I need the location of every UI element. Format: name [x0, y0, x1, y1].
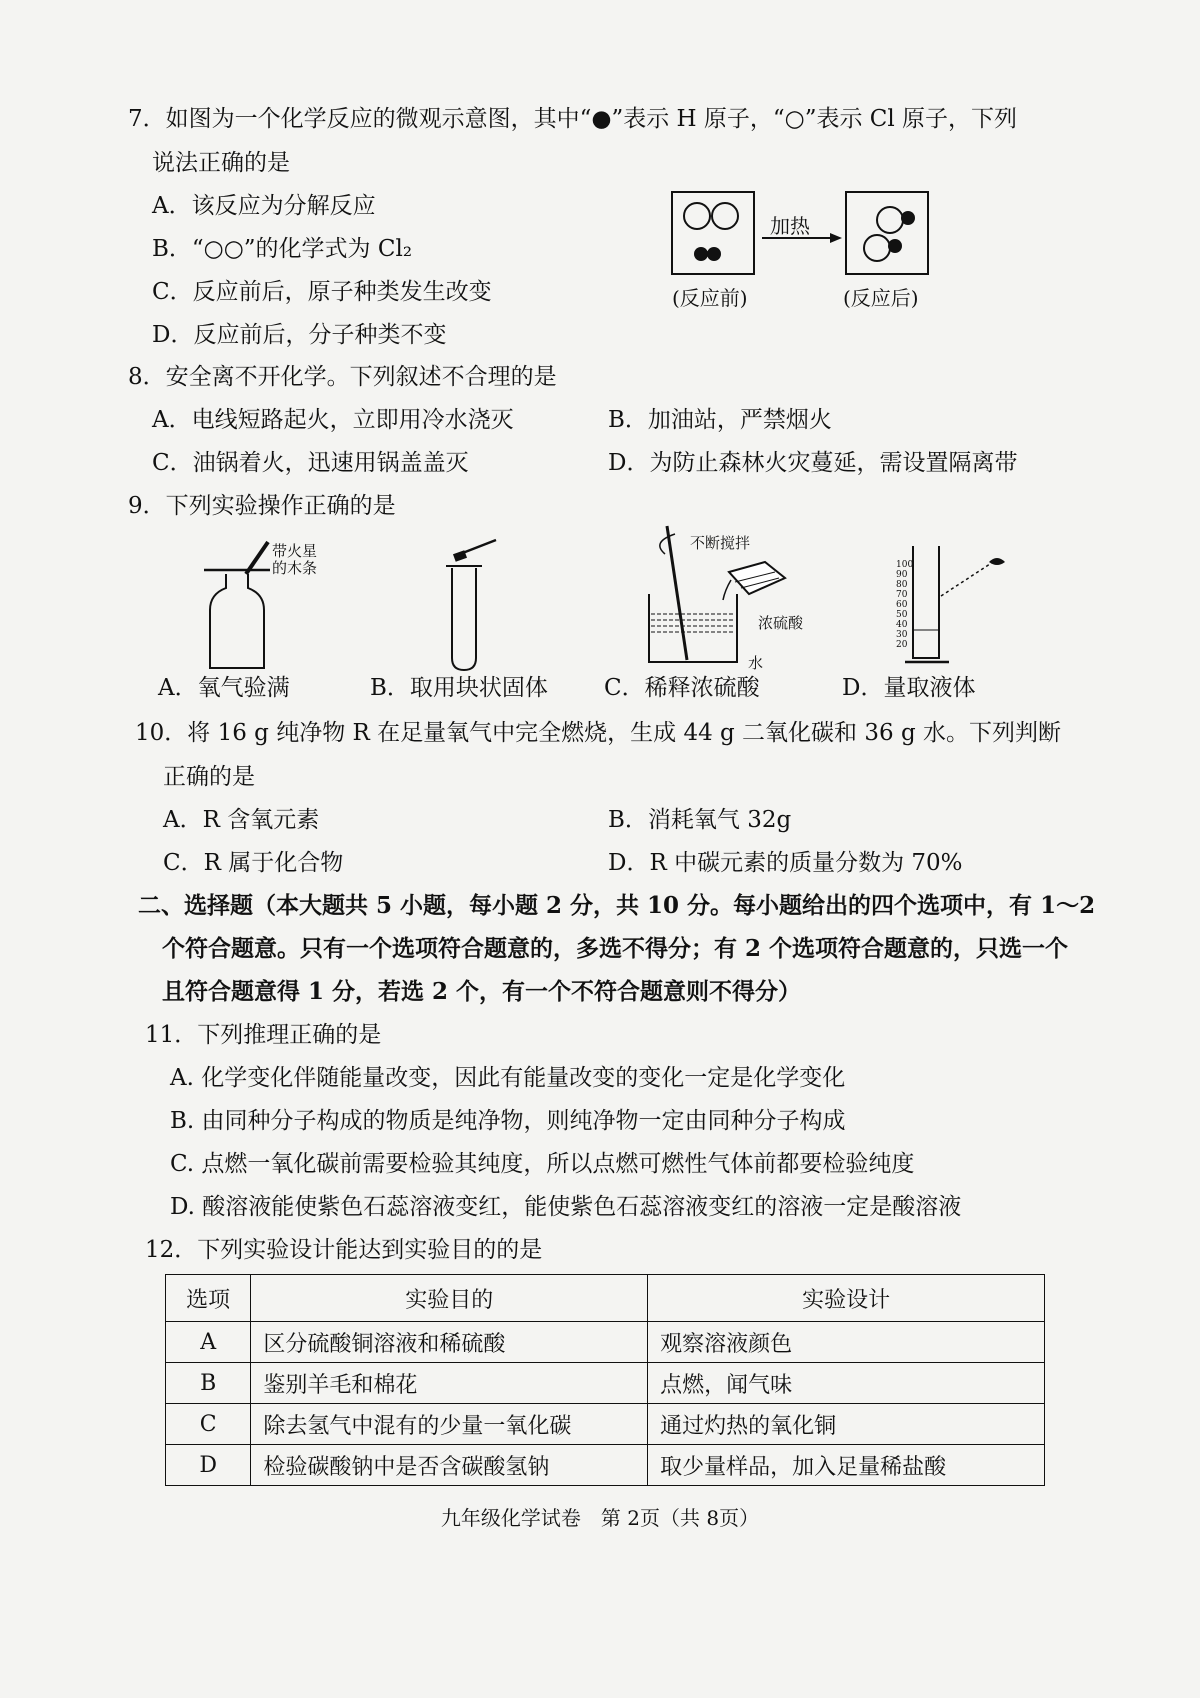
q8-stem: 8．安全离不开化学。下列叙述不合理的是: [128, 364, 557, 390]
q8-option-b: B．加油站，严禁烟火: [608, 407, 832, 433]
tick-label: 50: [896, 610, 908, 620]
q10-stem-line2: 正确的是: [163, 764, 255, 790]
q7-option-a: A．该反应为分解反应: [152, 193, 376, 219]
table-row: [166, 1404, 1045, 1445]
table-cell: 点燃，闻气味: [648, 1363, 1045, 1404]
tick-label: 40: [896, 620, 908, 630]
q11-option-b: B. 由同种分子构成的物质是纯净物，则纯净物一定由同种分子构成: [170, 1108, 846, 1134]
before-label: (反应前): [672, 286, 748, 310]
water-label: 水: [748, 654, 764, 672]
table-header-row: [166, 1275, 1045, 1322]
heat-label: 加热: [770, 214, 810, 238]
q7-stem-line1: 7．如图为一个化学反应的微观示意图，其中“●”表示 H 原子，“○”表示 Cl 原子，下列: [128, 106, 1018, 132]
q12-table: [165, 1274, 1045, 1486]
q7-option-b: B．“○○”的化学式为 Cl₂: [152, 236, 413, 262]
stir-label: 不断搅拌: [690, 534, 751, 552]
q11-option-c: C. 点燃一氧化碳前需要检验其纯度，所以点燃可燃性气体前都要检验纯度: [170, 1151, 915, 1177]
table-cell: 检验碳酸钠中是否含碳酸氢钠: [251, 1445, 648, 1486]
table-cell: 通过灼热的氧化铜: [648, 1404, 1045, 1445]
table-cell: B: [166, 1363, 251, 1404]
q11-option-a: A. 化学变化伴随能量改变，因此有能量改变的变化一定是化学变化: [170, 1065, 846, 1091]
table-cell: 除去氢气中混有的少量一氧化碳: [251, 1404, 648, 1445]
section2-line3: 且符合题意得 1 分，若选 2 个，有一个不符合题意则不得分）: [162, 978, 802, 1005]
splint-label-text: 带火星 的木条: [272, 542, 318, 577]
table-cell: C: [166, 1404, 251, 1445]
table-cell: D: [166, 1445, 251, 1486]
cylinder-tick-labels: [896, 560, 916, 650]
before-box: [672, 192, 754, 274]
table-row: [166, 1363, 1045, 1404]
q8-option-a: A．电线短路起火，立即用冷水浇灭: [152, 407, 514, 433]
table-row: [166, 1322, 1045, 1363]
section2-line2: 个符合题意。只有一个选项符合题意的，多选不得分；有 2 个选项符合题意的，只选一个: [162, 935, 1069, 962]
q9-stem: 9．下列实验操作正确的是: [128, 493, 396, 519]
q9-option-c: C．稀释浓硫酸: [604, 675, 760, 701]
section2-line1: 二、选择题（本大题共 5 小题，每小题 2 分，共 10 分。每小题给出的四个选项中，有 1～2: [138, 892, 1096, 919]
q7-option-d: D．反应前后，分子种类不变: [152, 322, 447, 348]
tick-label: 100: [896, 560, 914, 570]
acid-label: 浓硫酸: [758, 614, 804, 632]
tick-label: 90: [896, 570, 908, 580]
table-cell: A: [166, 1322, 251, 1363]
table-cell: 观察溶液颜色: [648, 1322, 1045, 1363]
q9-option-a: A．氧气验满: [158, 675, 290, 701]
q11-stem: 11．下列推理正确的是: [145, 1022, 382, 1048]
table-cell: 区分硫酸铜溶液和稀硫酸: [251, 1322, 648, 1363]
table-row: [166, 1445, 1045, 1486]
q12-stem: 12．下列实验设计能达到实验目的的是: [145, 1237, 543, 1263]
q7-stem-line2: 说法正确的是: [152, 150, 290, 176]
q10-stem-line1: 10．将 16 g 纯净物 R 在足量氧气中完全燃烧，生成 44 g 二氧化碳和 36 g 水。下列判断: [135, 720, 1061, 746]
page-footer: 九年级化学试卷 第 2页（共 8页）: [440, 1506, 760, 1530]
q9-option-b: B．取用块状固体: [370, 675, 548, 701]
table-cell: 取少量样品，加入足量稀盐酸: [648, 1445, 1045, 1486]
q11-option-d: D. 酸溶液能使紫色石蕊溶液变红，能使紫色石蕊溶液变红的溶液一定是酸溶液: [170, 1194, 962, 1220]
table-cell: 鉴别羊毛和棉花: [251, 1363, 648, 1404]
table-header: 选项: [166, 1275, 251, 1322]
table-header: 实验设计: [648, 1275, 1045, 1322]
tick-label: 60: [896, 600, 908, 610]
graduated-cylinder-figure: [905, 540, 1015, 670]
test-tube-figure: [440, 540, 510, 675]
q7-option-c: C．反应前后，原子种类发生改变: [152, 279, 492, 305]
tick-label: 30: [896, 630, 908, 640]
tick-label: 80: [896, 580, 908, 590]
q8-option-c: C．油锅着火，迅速用锅盖盖灭: [152, 450, 469, 476]
q10-option-a: A．R 含氧元素: [163, 807, 320, 833]
table-header: 实验目的: [251, 1275, 648, 1322]
q9-option-d: D．量取液体: [842, 675, 976, 701]
q8-option-d: D．为防止森林火灾蔓延，需设置隔离带: [608, 450, 1018, 476]
q10-option-b: B．消耗氧气 32g: [608, 807, 792, 833]
q10-option-c: C．R 属于化合物: [163, 850, 344, 876]
tick-label: 20: [896, 640, 908, 650]
q10-option-d: D．R 中碳元素的质量分数为 70%: [608, 850, 963, 876]
after-label: (反应后): [843, 286, 919, 310]
tick-label: 70: [896, 590, 908, 600]
splint-label: [272, 543, 317, 577]
